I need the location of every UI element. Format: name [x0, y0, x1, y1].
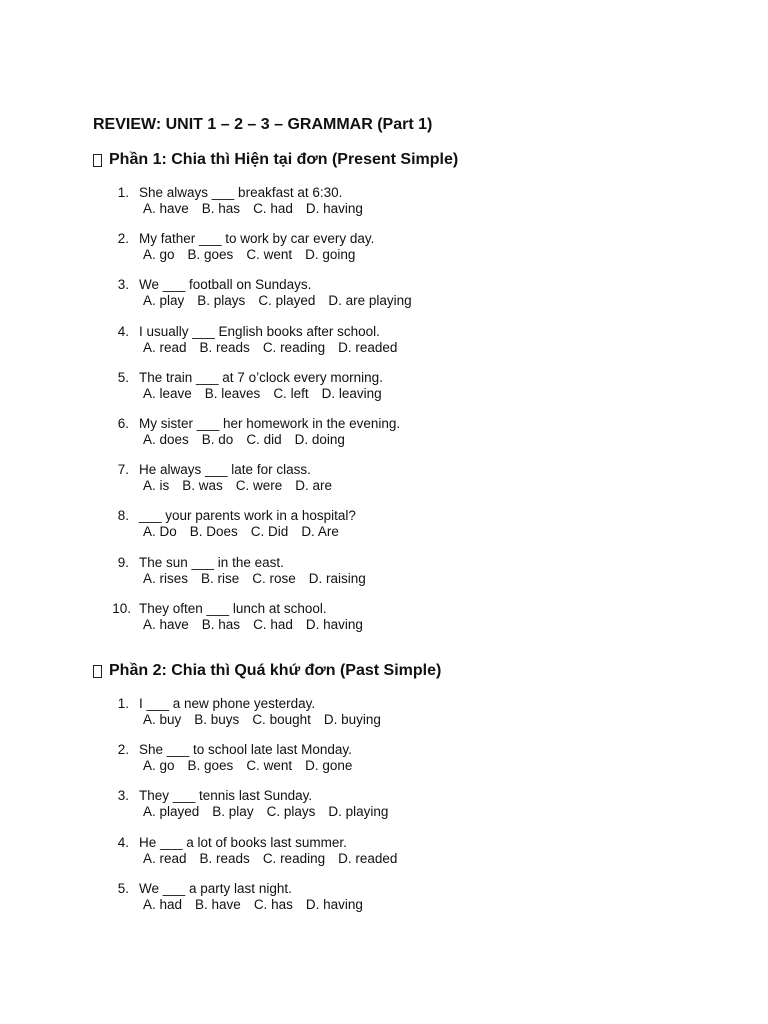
section-heading-text: Phần 2: Chia thì Quá khứ đơn (Past Simple) — [109, 662, 442, 679]
answer-option: A. go — [143, 758, 175, 774]
question-item — [0, 696, 768, 736]
answer-option: C. bought — [252, 712, 311, 727]
answer-option: C. had — [253, 616, 293, 632]
question-number: 4. — [117, 834, 129, 850]
answer-option: C. reading — [262, 850, 326, 866]
answer-option: D. having — [305, 201, 363, 216]
document-title: REVIEW: UNIT 1 – 2 – 3 – GRAMMAR (Part 1) — [93, 116, 433, 133]
question-text: He always ___ late for class. — [139, 462, 311, 478]
question-item — [0, 508, 768, 548]
answer-options — [143, 851, 410, 866]
answer-option: B. plays — [197, 293, 246, 309]
answer-option: A. leave — [143, 385, 192, 401]
question-number: 3. — [117, 788, 129, 804]
answer-option: B. play — [212, 804, 254, 820]
question-item — [0, 277, 768, 317]
question-text: We ___ football on Sundays. — [139, 277, 312, 293]
answer-option: C. plays — [266, 804, 316, 820]
answer-option: D. going — [305, 247, 356, 263]
answer-option: A. have — [143, 201, 189, 216]
question-item — [0, 555, 768, 595]
answer-options — [143, 758, 365, 773]
answer-option: D. readed — [338, 850, 398, 866]
answer-options — [143, 617, 376, 632]
box-icon — [93, 154, 102, 167]
answer-option: D. gone — [305, 758, 353, 774]
question-number: 7. — [117, 462, 129, 478]
question-number: 5. — [117, 880, 129, 896]
question-text: The train ___ at 7 o’clock every morning. — [139, 369, 383, 385]
answer-options — [143, 432, 358, 447]
answer-options — [143, 293, 425, 308]
question-item — [0, 788, 768, 828]
answer-option: B. do — [201, 432, 234, 447]
answer-option: B. rise — [201, 570, 240, 586]
answer-option: A. have — [143, 616, 189, 632]
answer-options — [143, 897, 376, 912]
answer-option: D. Are — [301, 524, 339, 540]
answer-option: A. rises — [143, 570, 189, 586]
answer-option: B. goes — [187, 247, 234, 263]
answer-option: B. was — [182, 478, 223, 494]
answer-option: A. read — [143, 339, 187, 355]
answer-options — [143, 524, 352, 539]
box-icon — [93, 665, 102, 678]
answer-option: C. has — [253, 896, 293, 912]
answer-option: D. doing — [294, 432, 345, 447]
answer-option: B. reads — [199, 339, 250, 355]
answer-option: B. have — [195, 896, 241, 912]
question-text: I usually ___ English books after school. — [139, 323, 380, 339]
answer-options — [143, 712, 394, 727]
question-text: My father ___ to work by car every day. — [139, 231, 375, 247]
answer-options — [143, 340, 410, 355]
answer-options — [143, 386, 395, 401]
answer-option: A. is — [143, 478, 170, 494]
question-item — [0, 742, 768, 782]
answer-option: D. are — [295, 478, 333, 494]
answer-option: D. having — [305, 896, 363, 912]
answer-option: C. Did — [250, 524, 289, 540]
question-text: The sun ___ in the east. — [139, 554, 284, 570]
question-number: 1. — [117, 185, 129, 200]
answer-option: D. leaving — [321, 385, 382, 401]
question-number: 10. — [112, 600, 131, 616]
answer-option: B. Does — [189, 524, 238, 540]
question-number: 2. — [117, 231, 129, 247]
question-text: ___ your parents work in a hospital? — [139, 508, 356, 524]
answer-option: B. has — [201, 616, 241, 632]
answer-option: C. went — [246, 758, 293, 774]
question-text: She ___ to school late last Monday. — [139, 742, 352, 758]
answer-options — [143, 478, 345, 493]
question-item — [0, 601, 768, 641]
answer-option: B. goes — [187, 758, 234, 774]
answer-option: A. had — [143, 896, 183, 912]
question-number: 9. — [117, 554, 129, 570]
question-item — [0, 231, 768, 271]
question-number: 3. — [117, 277, 129, 293]
answer-option: B. reads — [199, 850, 250, 866]
answer-option: C. reading — [262, 339, 326, 355]
question-number: 4. — [117, 323, 129, 339]
question-number: 8. — [117, 508, 129, 524]
answer-option: B. leaves — [204, 385, 261, 401]
question-item — [0, 881, 768, 921]
answer-option: A. does — [143, 432, 189, 447]
answer-options — [143, 571, 379, 586]
section-heading — [93, 151, 458, 169]
answer-option: B. buys — [194, 712, 240, 727]
answer-option: C. went — [246, 247, 293, 263]
answer-option: D. buying — [323, 712, 381, 727]
question-item — [0, 370, 768, 410]
answer-option: A. read — [143, 850, 187, 866]
answer-option: C. rose — [252, 570, 296, 586]
answer-option: A. go — [143, 247, 175, 263]
question-item — [0, 185, 768, 225]
question-item — [0, 324, 768, 364]
question-item — [0, 835, 768, 875]
answer-option: D. readed — [338, 339, 398, 355]
question-number: 6. — [117, 416, 129, 431]
section-heading — [93, 662, 441, 680]
question-number: 1. — [117, 696, 129, 711]
answer-options — [143, 804, 401, 819]
question-text: I ___ a new phone yesterday. — [139, 696, 316, 711]
answer-option: D. having — [305, 616, 363, 632]
question-item — [0, 462, 768, 502]
question-text: He ___ a lot of books last summer. — [139, 834, 347, 850]
section-heading-text: Phần 1: Chia thì Hiện tại đơn (Present Simple) — [109, 151, 459, 168]
question-number: 2. — [117, 742, 129, 758]
question-text: My sister ___ her homework in the evening. — [139, 416, 401, 431]
question-text: They often ___ lunch at school. — [139, 600, 327, 616]
answer-option: C. did — [246, 432, 282, 447]
answer-option: A. buy — [143, 712, 182, 727]
question-number: 5. — [117, 369, 129, 385]
answer-option: D. raising — [308, 570, 366, 586]
answer-option: B. has — [201, 201, 241, 216]
answer-option: A. Do — [143, 524, 177, 540]
answer-option: A. played — [143, 804, 200, 820]
answer-option: D. are playing — [328, 293, 412, 309]
question-item — [0, 416, 768, 456]
answer-option: D. playing — [328, 804, 389, 820]
answer-options — [143, 247, 368, 262]
answer-option: C. played — [258, 293, 316, 309]
answer-option: C. had — [253, 201, 293, 216]
answer-options — [143, 201, 376, 216]
answer-option: C. were — [235, 478, 283, 494]
question-text: We ___ a party last night. — [139, 880, 292, 896]
answer-option: A. play — [143, 293, 185, 309]
answer-option: C. left — [273, 385, 309, 401]
question-text: They ___ tennis last Sunday. — [139, 788, 313, 804]
question-text: She always ___ breakfast at 6:30. — [139, 185, 343, 200]
